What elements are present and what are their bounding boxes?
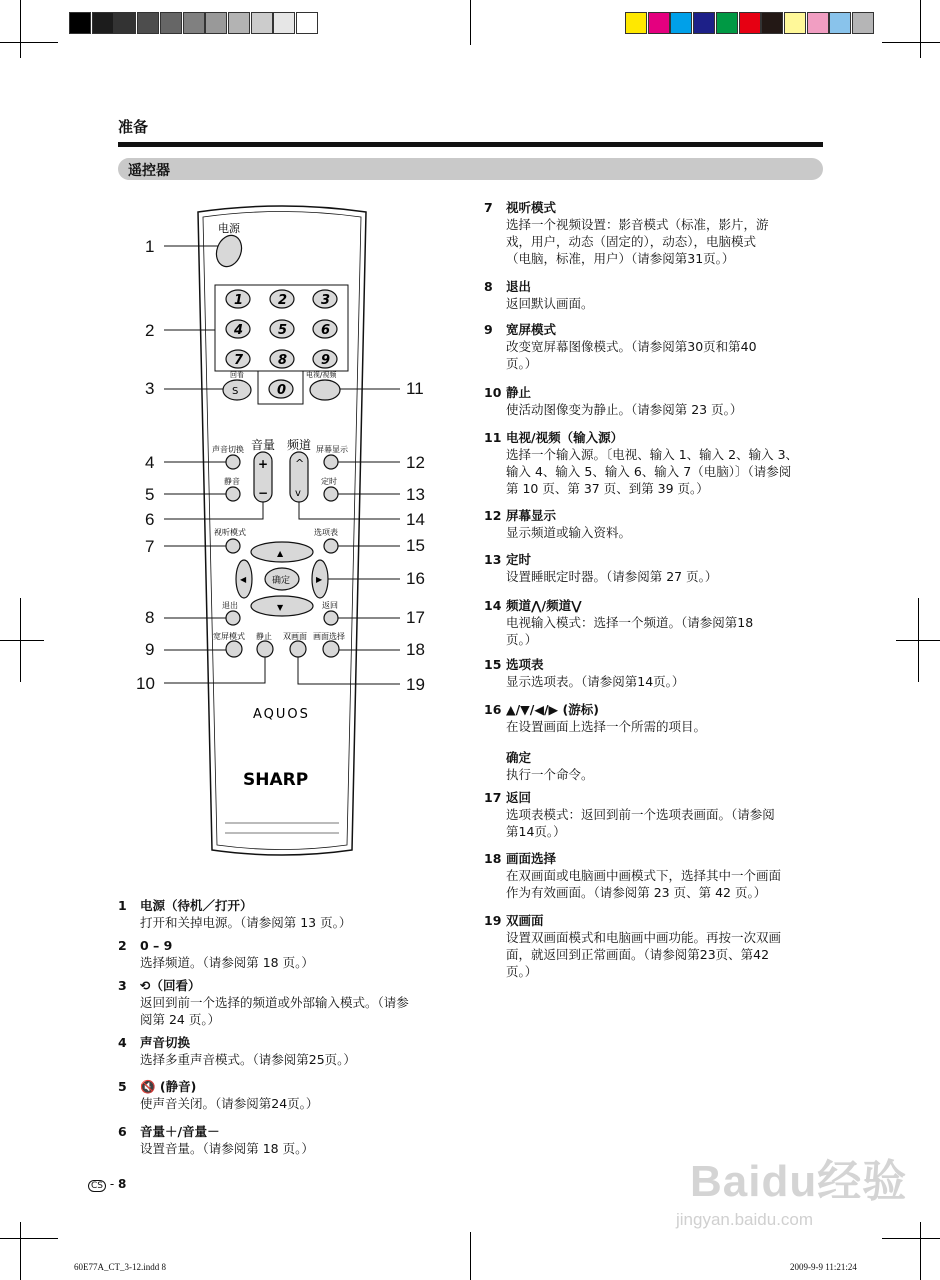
callout-16: 16 [406,569,425,588]
item-text: 设置双画面模式和电脑画中画功能。再按一次双画 [506,930,782,945]
callout-4: 4 [145,453,155,472]
description-item [484,749,824,783]
item-number: 5 [118,1079,127,1094]
callout-19: 19 [406,675,425,694]
item-number: 9 [484,322,493,337]
item-title: 电源（待机／打开） [140,898,253,913]
color-swatch [761,12,783,34]
item-number: 15 [484,657,502,672]
callout-1: 1 [145,237,155,256]
description-item [118,1078,463,1112]
callout-10: 10 [136,674,155,693]
color-swatch [693,12,715,34]
item-text: 显示频道或输入资料。 [506,525,632,540]
page-number [88,1177,126,1192]
item-title: ⟲（回看） [140,978,201,993]
color-swatch [670,12,692,34]
description-item [484,912,824,980]
item-number: 14 [484,598,502,613]
item-number: 2 [118,938,127,953]
description-item [118,937,463,971]
crop-mark [470,0,471,45]
digit-label: 5 [278,323,288,338]
item-text: 执行一个命令。 [506,767,594,782]
item-number: 3 [118,978,127,993]
item-title: 宽屏模式 [506,322,557,337]
item-text: 选择多重声音模式。（请参阅第25页。） [140,1052,356,1067]
item-title: ▲/▼/◀/▶ (游标) [506,702,599,717]
item-text: 戏，用户，动态（固定的），动态），电脑模式 [506,234,757,249]
channel-down-glyph: v [295,488,301,499]
gray-swatch [296,12,318,34]
color-swatch [625,12,647,34]
item-text: 改变宽屏幕图像模式。（请参阅第30页和第40 [506,339,757,354]
item-text: 选择一个输入源。〔电视、输入 1、输入 2、输入 3、 [506,447,799,462]
dpad-up-glyph: ▲ [277,549,284,558]
item-text: 返回到前一个选择的频道或外部输入模式。（请参 [140,995,409,1010]
menu-label: 选项表 [314,528,338,537]
dpad-right-glyph: ▶ [316,575,323,584]
crop-mark [470,1232,471,1280]
item-title: 声音切换 [140,1035,191,1050]
gray-swatch [69,12,91,34]
dual-label: 双画面 [283,632,307,641]
item-text: 第14页。） [506,824,566,839]
item-text: 使声音关闭。（请参阅第24页。） [140,1096,319,1111]
description-item [484,850,824,901]
pic-select-button[interactable] [323,641,339,657]
item-title: 退出 [506,279,532,294]
menu-button[interactable] [324,539,338,553]
description-item [118,977,463,1028]
return-button[interactable] [324,611,338,625]
item-number: 10 [484,385,502,400]
tv-video-button[interactable] [310,380,340,400]
description-item [118,1034,463,1068]
dpad-down-glyph: ▼ [277,603,284,612]
footer-datetime: 2009-9-9 11:21:24 [790,1262,857,1272]
page-number-value: 8 [118,1177,127,1191]
description-item [118,897,463,931]
gray-swatch [205,12,227,34]
sound-button[interactable] [226,455,240,469]
header-rule [118,142,823,147]
item-text: 使活动图像变为静止。（请参阅第 23 页。） [506,402,743,417]
color-swatch [739,12,761,34]
item-title: 0 – 9 [140,938,173,953]
callout-11: 11 [406,379,424,398]
section-title: 遥控器 [128,163,170,179]
baidu-watermark-url: jingyan.baidu.com [676,1210,814,1229]
flashback-glyph: S [232,386,239,397]
item-title: 电视/视频（输入源） [506,430,624,445]
item-text: 面，就返回到正常画面。（请参阅第23页、第42 [506,947,770,962]
item-number: 7 [484,200,493,215]
item-text: 页。） [506,632,538,647]
description-item [484,384,824,418]
page-header-title: 准备 [118,118,149,136]
description-item [484,507,824,541]
digit-label: 1 [234,293,244,308]
color-swatch [716,12,738,34]
wide-label: 宽屏模式 [213,632,245,641]
description-item [484,789,824,840]
display-button[interactable] [324,455,338,469]
callout-3: 3 [145,379,155,398]
gray-swatch [273,12,295,34]
description-item [118,1123,463,1157]
item-text: 输入 4、输入 5、输入 6、输入 7（电脑）〕（请参阅 [506,464,792,479]
page-separator: - [109,1177,115,1191]
gray-swatch [251,12,273,34]
sleep-label: 定时 [321,477,337,486]
tv-video-label: 电视/视频 [306,371,337,379]
color-swatch [648,12,670,34]
av-mode-button[interactable] [226,539,240,553]
pic-select-label: 画面选择 [313,632,345,641]
callout-13: 13 [406,485,425,504]
item-number: 12 [484,508,502,523]
callout-14: 14 [406,510,425,529]
section-bar [118,158,823,180]
item-text: 选项表模式：返回到前一个选项表画面。（请参阅 [506,807,775,822]
crop-mark [20,1222,21,1280]
crop-mark [920,1222,921,1280]
volume-plus-glyph: + [258,457,269,471]
item-text: 返回默认画面。 [506,296,594,311]
channel-up-glyph: ^ [295,457,305,470]
item-title: 音量＋/音量－ [140,1124,220,1139]
sharp-logo: SHARP [243,770,309,790]
callout-12: 12 [406,453,425,472]
sound-label: 声音切换 [212,445,244,454]
remote-control-diagram [130,200,460,865]
gray-swatch [160,12,182,34]
digit-label: 6 [321,323,331,338]
item-text: 显示选项表。（请参阅第14页。） [506,674,685,689]
crop-mark [882,42,940,43]
digit-label: 7 [234,353,244,368]
description-item [484,597,824,648]
volume-label: 音量 [251,438,276,452]
dual-button[interactable] [290,641,306,657]
item-number: 11 [484,430,502,445]
callout-15: 15 [406,536,425,555]
mute-button[interactable] [226,487,240,501]
item-text: 在双画面或电脑画中画模式下，选择其中一个画面 [506,868,782,883]
page-badge: CS [88,1180,106,1192]
item-title: 频道⋀/频道⋁ [506,598,582,613]
item-number: 4 [118,1035,127,1050]
callout-7: 7 [145,537,155,556]
enter-label: 确定 [272,576,291,586]
color-swatch [807,12,829,34]
footer-file: 60E77A_CT_3-12.indd 8 [74,1262,166,1272]
item-number: 8 [484,279,493,294]
channel-label: 频道 [287,438,312,452]
gray-swatch [137,12,159,34]
item-title: 返回 [506,790,532,805]
item-text: 页。） [506,356,538,371]
item-text: （电脑，标准，用户）（请参阅第31页。） [506,251,735,266]
callout-9: 9 [145,640,155,659]
item-number: 17 [484,790,502,805]
callout-8: 8 [145,608,155,627]
item-text: 作为有效画面。（请参阅第 23 页、第 42 页。） [506,885,767,900]
wide-button[interactable] [226,641,242,657]
item-title: 静止 [506,385,532,400]
item-number: 19 [484,913,502,928]
item-number: 1 [118,898,127,913]
description-item [484,656,824,690]
item-title: 选项表 [506,657,544,672]
freeze-button[interactable] [257,641,273,657]
item-text: 选择频道。（请参阅第 18 页。） [140,955,314,970]
description-item [484,429,824,497]
return-label: 返回 [322,601,338,610]
digit-label: 8 [278,353,288,368]
exit-label: 退出 [222,601,238,610]
item-title: 双画面 [506,913,544,928]
item-number: 16 [484,702,502,717]
description-item [484,199,824,267]
digit-label: 3 [321,293,331,308]
item-number: 13 [484,552,502,567]
item-title: 视听模式 [506,200,557,215]
color-swatch [852,12,874,34]
item-number: 18 [484,851,502,866]
item-text: 页。） [506,964,538,979]
dpad-left-glyph: ◀ [240,575,247,584]
digit-label: 0 [277,383,287,398]
item-text: 第 10 页、第 37 页、到第 39 页。） [506,481,709,496]
crop-mark [920,0,921,58]
exit-button[interactable] [226,611,240,625]
color-swatch [784,12,806,34]
power-label: 电源 [218,222,240,235]
item-text: 设置音量。（请参阅第 18 页。） [140,1141,314,1156]
digit-label: 4 [234,323,244,338]
sleep-button[interactable] [324,487,338,501]
digit-label: 9 [321,353,331,368]
gray-swatch [92,12,114,34]
item-text: 电视输入模式：选择一个频道。（请参阅第18 [506,615,754,630]
aquos-logo: AQUOS [253,707,310,722]
crop-mark [0,1238,58,1239]
gray-swatch [228,12,250,34]
item-title: 画面选择 [506,851,557,866]
item-text: 在设置画面上选择一个所需的项目。 [506,719,707,734]
callout-18: 18 [406,640,425,659]
callout-17: 17 [406,608,425,627]
crop-mark [20,0,21,58]
item-text: 选择一个视频设置：影音模式（标准，影片，游 [506,217,769,232]
av-mode-label: 视听模式 [214,528,246,537]
description-item [484,278,824,312]
item-text: 阅第 24 页。） [140,1012,221,1027]
mute-label: 静音 [224,477,240,486]
item-title: 确定 [506,750,532,765]
crop-mark [0,640,44,641]
item-title: 屏幕显示 [506,508,557,523]
description-item [484,551,824,585]
item-title: 🔇 (静音) [140,1079,197,1094]
digit-label: 2 [278,293,288,308]
crop-mark [896,640,940,641]
volume-minus-glyph: − [258,486,269,500]
callout-2: 2 [145,321,155,340]
flashback-label: 回看 [230,371,244,379]
crop-mark [882,1238,940,1239]
callout-5: 5 [145,485,155,504]
display-label: 屏幕显示 [316,445,348,454]
item-text: 打开和关掉电源。（请参阅第 13 页。） [140,915,352,930]
description-item [484,321,824,372]
gray-swatch [183,12,205,34]
gray-swatch [114,12,136,34]
callout-6: 6 [145,510,155,529]
item-title: 定时 [506,552,532,567]
freeze-label: 静止 [256,632,272,641]
item-number: 6 [118,1124,127,1139]
baidu-watermark: Baidu经验 [690,1157,908,1206]
crop-mark [0,42,58,43]
item-text: 设置睡眠定时器。（请参阅第 27 页。） [506,569,718,584]
description-item [484,701,824,735]
color-swatch [829,12,851,34]
